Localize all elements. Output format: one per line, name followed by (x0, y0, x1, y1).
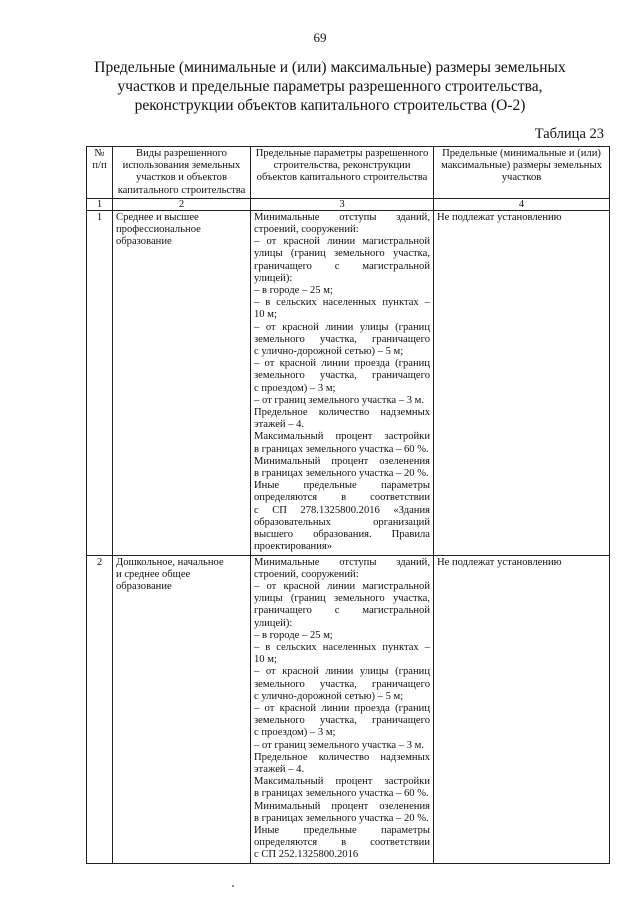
parameter-line: строений, сооружений: (254, 224, 359, 236)
parameter-line: – от красной линии магистральной (254, 236, 430, 248)
plot-size-cell: Не подлежат установлению (434, 555, 610, 863)
parameter-line: в границах земельного участка – 20 %. (254, 812, 429, 824)
use-kind-line: профессиональное (116, 224, 201, 236)
use-kind-cell (113, 555, 251, 863)
parameter-line: Максимальный процент застройки (254, 776, 430, 788)
parameter-line: образовательных организаций (254, 516, 430, 528)
table-row (87, 555, 610, 863)
parameter-line: Иные предельные параметры (254, 480, 430, 492)
parameter-line: определяются в соответствии (254, 492, 430, 504)
parameter-line: с проездом) – 3 м; (254, 727, 336, 739)
column-number-row (87, 198, 610, 210)
plot-size-cell: Не подлежат установлению (434, 210, 610, 555)
parameter-line: земельного участка, граничащего (254, 715, 430, 727)
parameter-line: с улично-дорожной сетью) – 5 м; (254, 346, 404, 358)
use-kind-line: образование (116, 580, 172, 592)
parameter-line: высшего образования. Правила (254, 529, 430, 541)
column-number: 4 (434, 198, 610, 210)
parameter-line: улицы (границ земельного участка, (254, 248, 430, 260)
title-line: Предельные (минимальные и (или) максимальные) размеры земельных (94, 59, 566, 76)
use-kind-line: Среднее и высшее (116, 211, 199, 223)
parameter-line: – от красной линии проезда (границ (254, 702, 430, 714)
title-line: реконструкции объектов капитального строительства (О-2) (134, 97, 526, 114)
parameter-line: в границах земельного участка – 20 %. (254, 468, 429, 480)
parameter-line: земельного участка, граничащего (254, 333, 430, 345)
title-line: участков и предельные параметры разрешенного строительства, (117, 78, 543, 95)
row-number: 2 (87, 555, 113, 863)
parameter-line: – в городе – 25 м; (254, 629, 333, 641)
header-kind: Виды разрешенного использования земельных участков и объектов капитального строительства (113, 147, 251, 199)
parameter-line: с СП 252.1325800.2016 (254, 849, 359, 861)
parameter-line: земельного участка, граничащего (254, 678, 430, 690)
parameter-line: Предельное количество надземных (254, 751, 430, 763)
parameter-line: Минимальные отступы зданий, (254, 211, 430, 223)
use-kind-line: Дошкольное, начальное (116, 556, 224, 568)
header-row (87, 147, 610, 199)
parameter-line: – от красной линии улицы (границ (254, 666, 430, 678)
table-body (87, 210, 610, 863)
parameter-line: – в городе – 25 м; (254, 285, 333, 297)
header-params: Предельные параметры разрешенного строительства, реконструкции объектов капитального строительства (251, 147, 434, 199)
parameter-line: граничащего с магистральной улицей): (254, 605, 430, 629)
table-row (87, 210, 610, 555)
parameter-line: Иные предельные параметры (254, 824, 430, 836)
parameter-line: улицы (границ земельного участка, (254, 593, 430, 605)
parameter-line: определяются в соответствии (254, 837, 430, 849)
scan-dot (232, 885, 234, 887)
parameter-line: – от красной линии магистральной (254, 580, 430, 592)
header-num: № п/п (87, 147, 113, 199)
parameter-line: в границах земельного участка – 60 %. (254, 443, 429, 455)
parameter-line: Предельное количество надземных (254, 407, 430, 419)
parameter-line: с СП 278.1325800.2016 «Здания (254, 504, 430, 516)
parameter-line: – от красной линии проезда (границ (254, 358, 430, 370)
column-number: 2 (113, 198, 251, 210)
parameter-line: земельного участка, граничащего (254, 370, 430, 382)
column-number: 3 (251, 198, 434, 210)
parameter-line: – в сельских населенных пунктах – (254, 297, 430, 309)
parameter-line: Минимальный процент озеленения (254, 800, 430, 812)
parameter-line: в границах земельного участка – 60 %. (254, 788, 429, 800)
parameter-line: граничащего с магистральной улицей): (254, 260, 430, 284)
parameters-cell (251, 210, 434, 555)
parameter-line: – от границ земельного участка – 3 м. (254, 394, 425, 406)
header-size: Предельные (минимальные и (или) максимальные) размеры земельных участков (434, 147, 610, 199)
table-caption: Таблица 23 (534, 126, 604, 142)
page-number: 69 (313, 30, 327, 45)
parameter-line: с улично-дорожной сетью) – 5 м; (254, 690, 404, 702)
parameter-line: этажей – 4. (254, 763, 305, 775)
column-number: 1 (87, 198, 113, 210)
parameter-line: Максимальный процент застройки (254, 431, 430, 443)
use-kind-cell (113, 210, 251, 555)
parameter-line: Минимальные отступы зданий, (254, 556, 430, 568)
parameter-line: Минимальный процент озеленения (254, 455, 430, 467)
parameter-line: 10 м; (254, 309, 277, 321)
parameter-line: – от красной линии улицы (границ (254, 321, 430, 333)
row-number: 1 (87, 210, 113, 555)
document-title (60, 58, 600, 115)
use-kind-line: образование (116, 236, 172, 248)
parameter-line: этажей – 4. (254, 419, 305, 431)
parameters-table (86, 146, 610, 864)
parameter-line: с проездом) – 3 м; (254, 382, 336, 394)
parameters-cell (251, 555, 434, 863)
parameter-line: – в сельских населенных пунктах – (254, 641, 430, 653)
parameter-line: проектирования» (254, 541, 333, 553)
parameter-line: 10 м; (254, 654, 277, 666)
parameter-line: – от границ земельного участка – 3 м. (254, 739, 425, 751)
parameter-line: строений, сооружений: (254, 568, 359, 580)
use-kind-line: и среднее общее (116, 568, 191, 580)
